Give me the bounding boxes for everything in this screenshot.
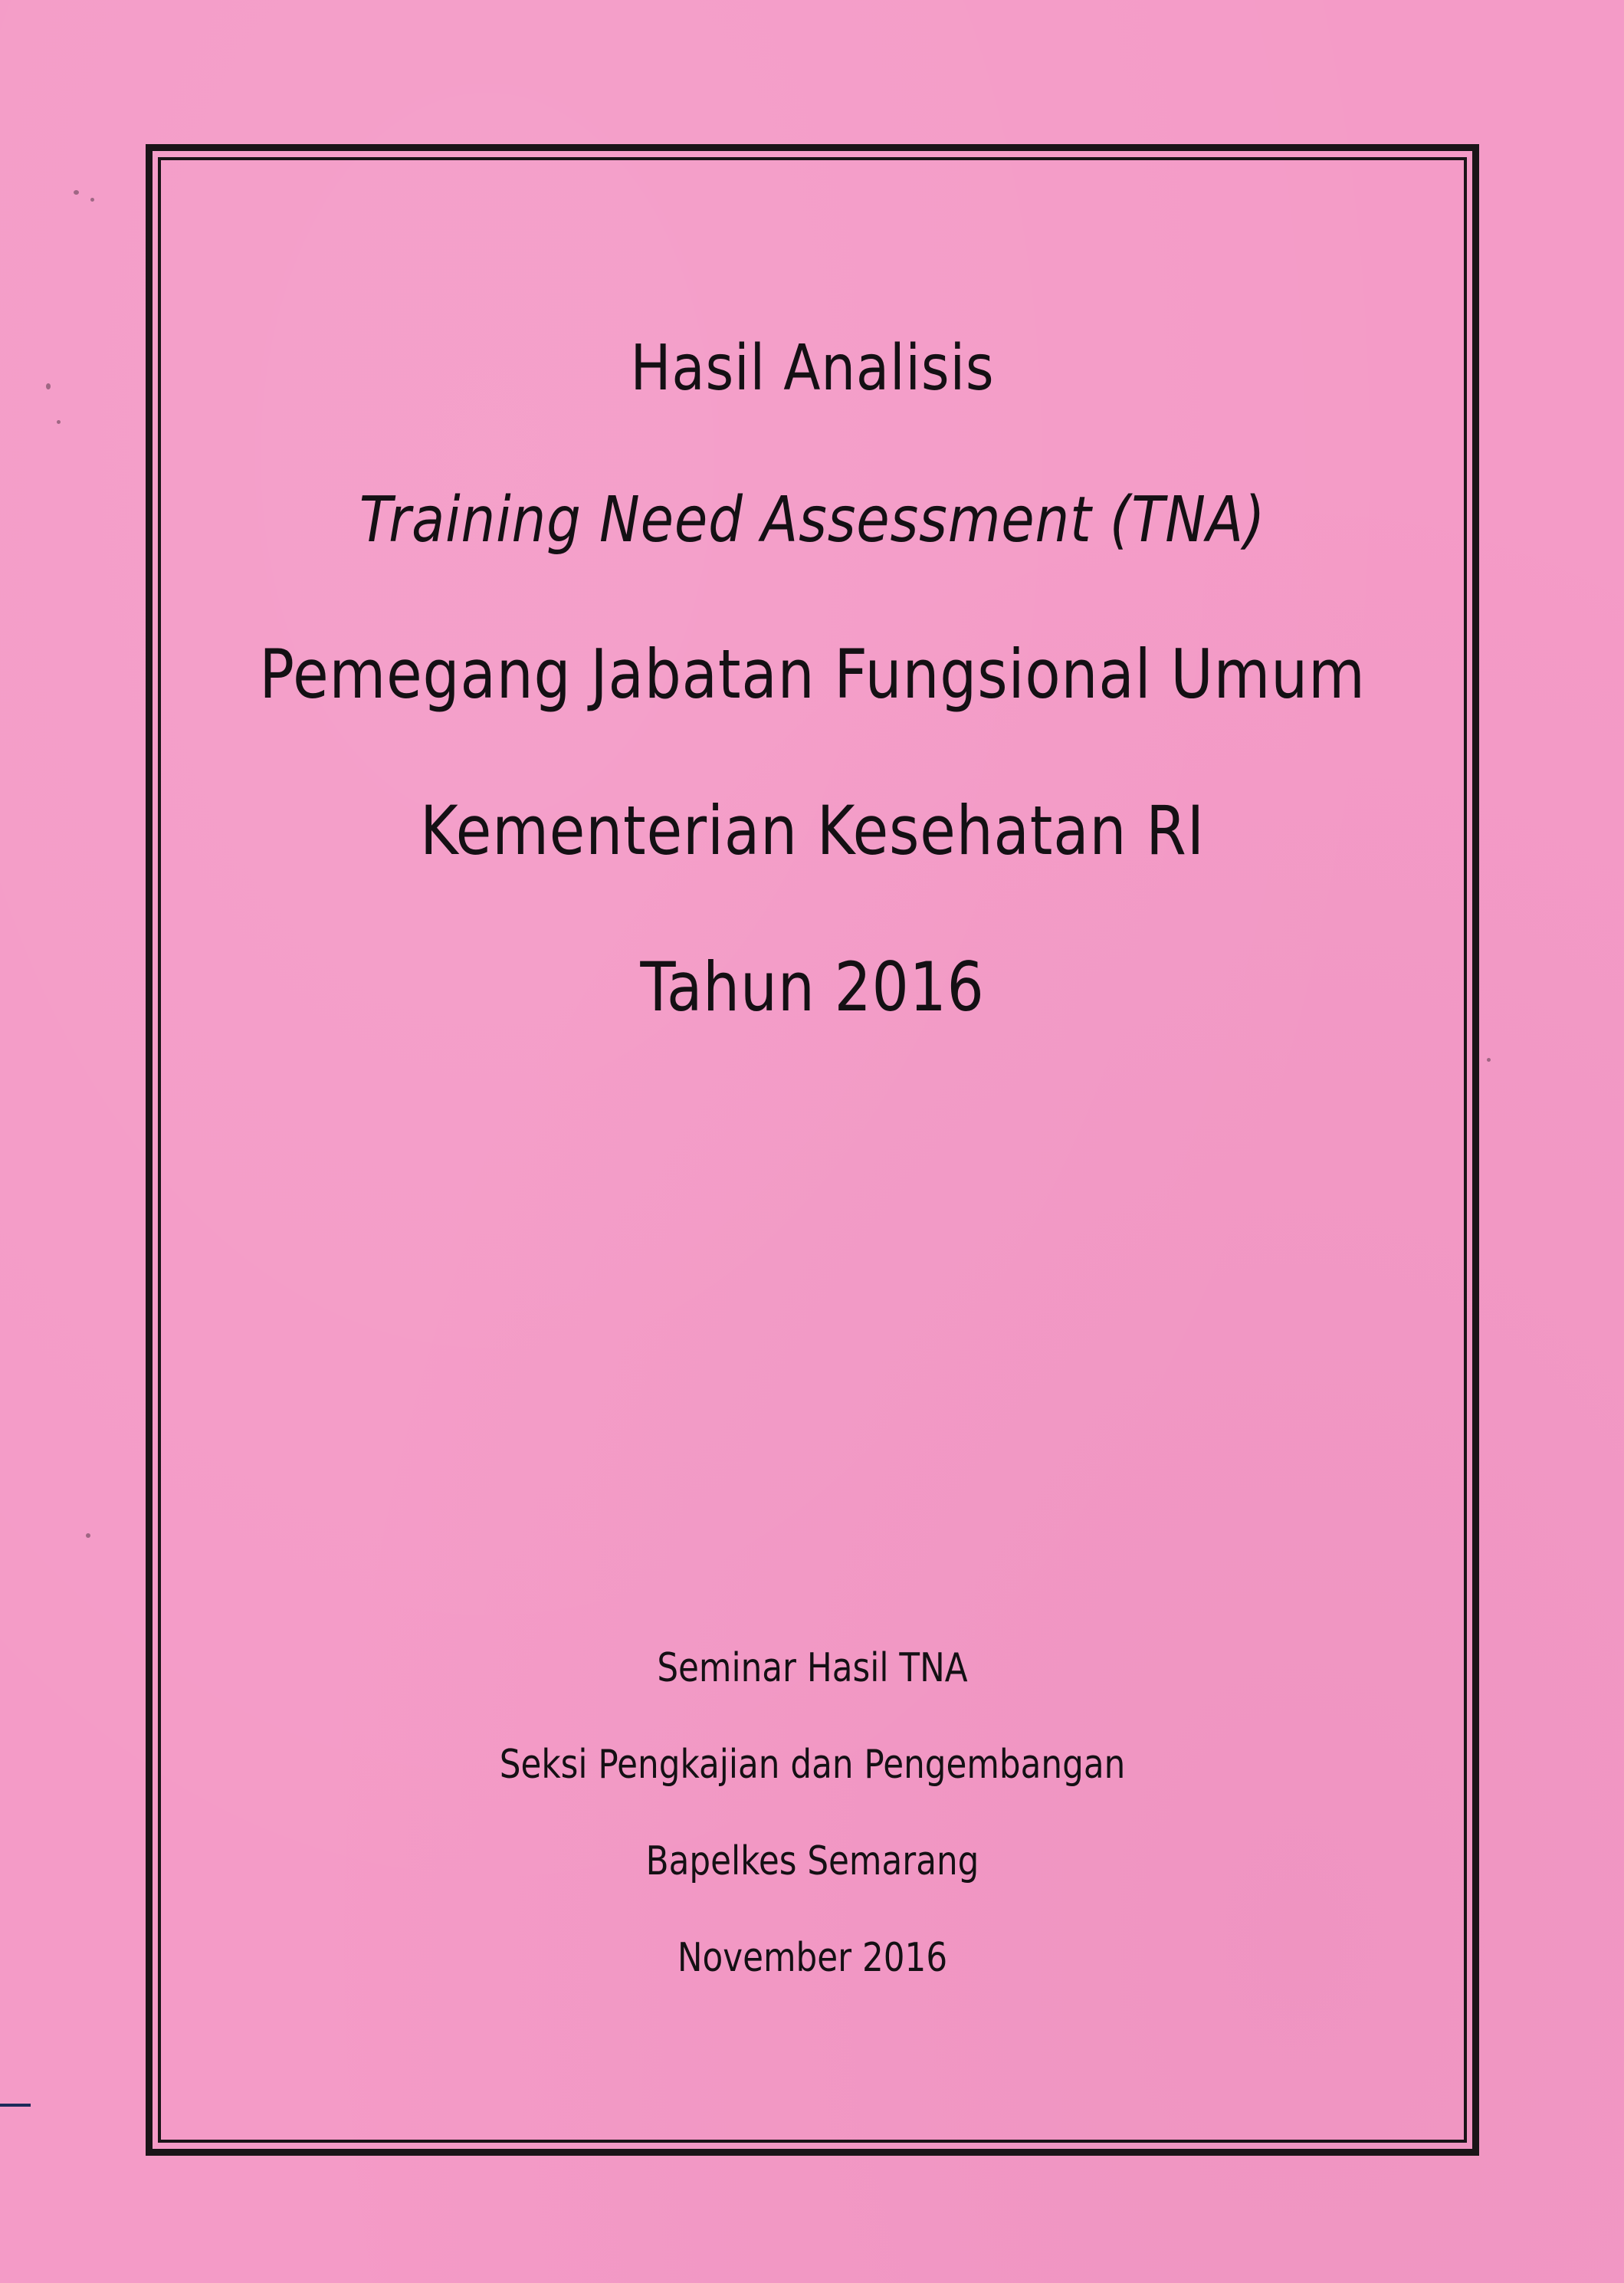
title-line-hasil-analisis: Hasil Analisis	[630, 332, 995, 405]
paper-speck	[74, 190, 79, 195]
edge-ink-mark	[0, 2104, 31, 2107]
paper-speck	[46, 383, 51, 389]
footer-line-bapelkes: Bapelkes Semarang	[645, 1838, 979, 1884]
footer-line-date: November 2016	[677, 1935, 948, 1981]
paper-speck	[57, 420, 61, 424]
paper-speck	[90, 198, 94, 202]
title-line-kementerian-kesehatan: Kementerian Kesehatan RI	[420, 791, 1205, 870]
paper-speck	[86, 1533, 90, 1538]
title-line-pemegang-jabatan: Pemegang Jabatan Fungsional Umum	[259, 635, 1366, 714]
paper-speck	[1487, 1058, 1491, 1062]
cover-footer-block	[158, 1645, 1467, 1981]
title-line-tahun: Tahun 2016	[640, 948, 985, 1027]
cover-title-block	[158, 332, 1467, 1027]
footer-line-seksi: Seksi Pengkajian dan Pengembangan	[499, 1742, 1126, 1788]
title-line-training-need-assessment: Training Need Assessment (TNA)	[359, 484, 1266, 557]
footer-line-seminar: Seminar Hasil TNA	[657, 1645, 968, 1691]
